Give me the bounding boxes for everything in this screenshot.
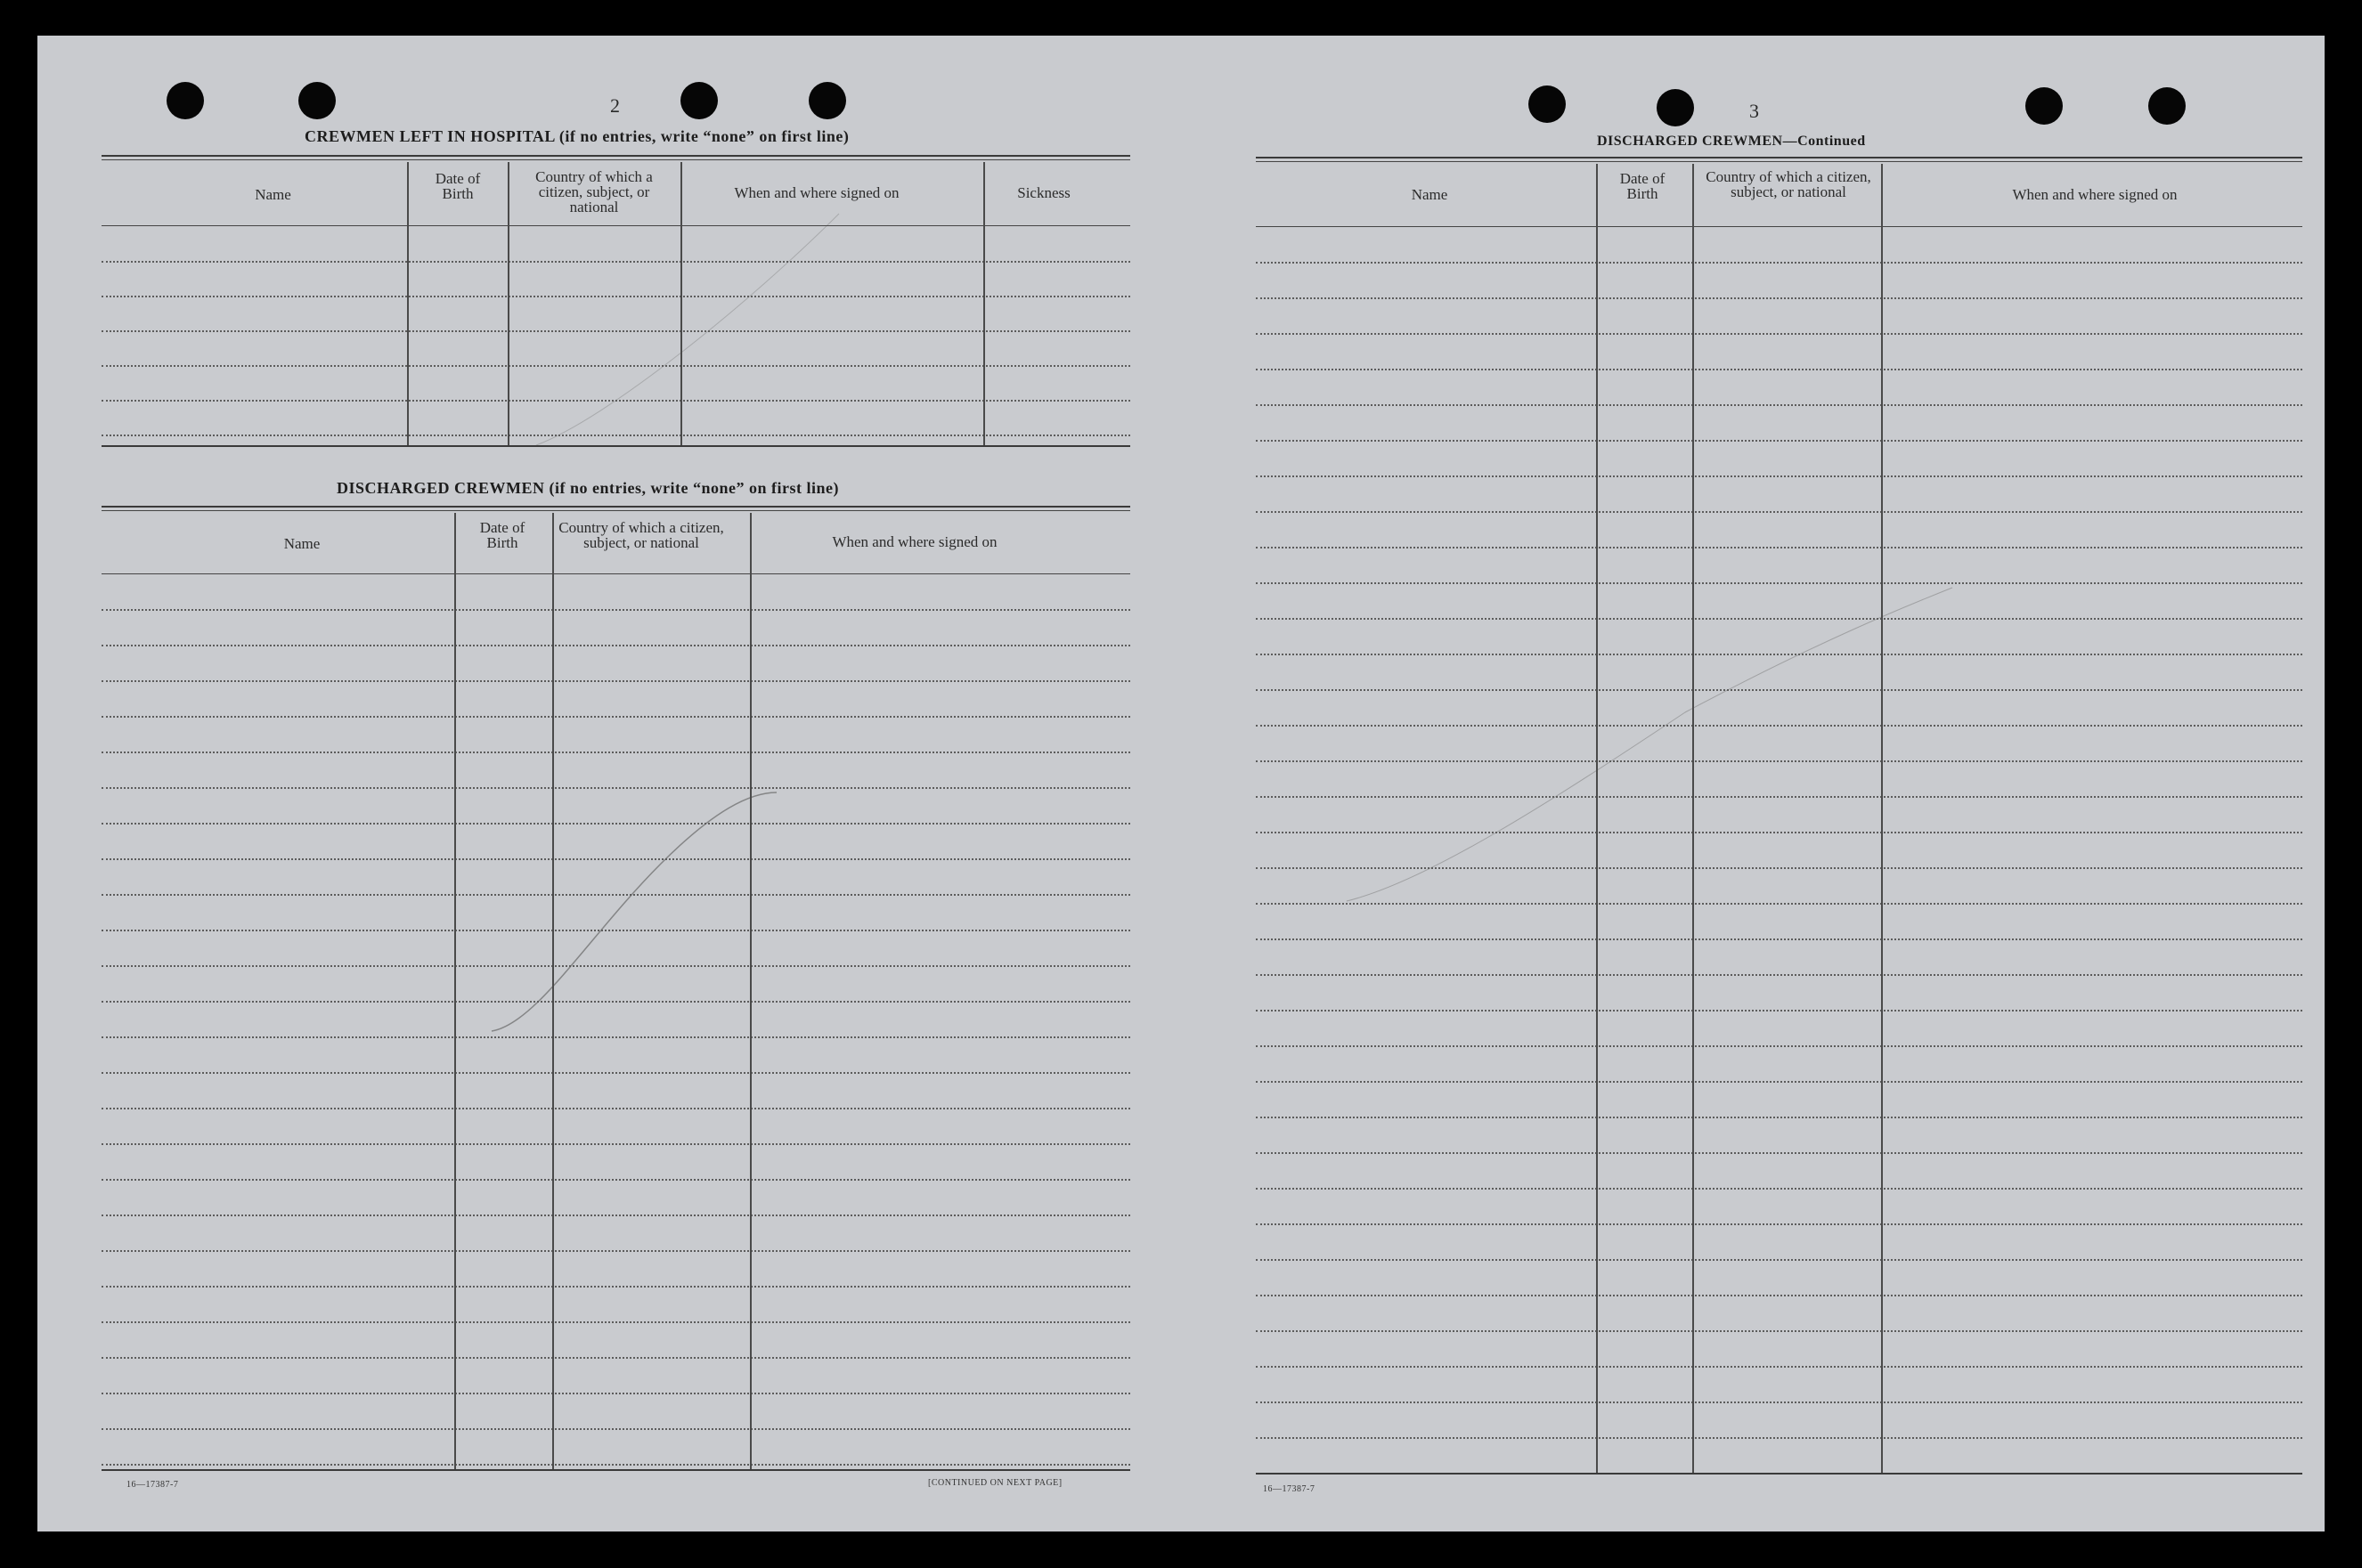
hospital-section-title: CREWMEN LEFT IN HOSPITAL (if no entries, write “none” on first line) <box>305 127 850 145</box>
column-header-name: Name <box>255 186 291 203</box>
ruled-line <box>1256 1010 2302 1011</box>
ruled-line <box>1256 1259 2302 1261</box>
column-header-country: Country of which a citizen, subject, or national <box>535 168 653 215</box>
continued-note: [CONTINUED ON NEXT PAGE] <box>928 1478 1063 1488</box>
column-divider <box>1692 164 1694 1473</box>
column-header-date-of-birth: Date of Birth <box>435 170 481 202</box>
ruled-line <box>1256 618 2302 620</box>
column-header-date-of-birth: Date of Birth <box>1619 170 1666 202</box>
ruled-line <box>1256 903 2302 905</box>
ruled-line <box>1256 1330 2302 1332</box>
form-number: 16—17387-7 <box>126 1480 179 1490</box>
ruled-line <box>1256 1223 2302 1225</box>
column-header-signed-on: When and where signed on <box>832 533 998 550</box>
ruled-line <box>1256 796 2302 798</box>
column-header-signed-on: When and where signed on <box>2012 186 2178 203</box>
ruled-line <box>1256 938 2302 940</box>
column-header-country: Country of which a citizen, subject, or national <box>1706 168 1871 200</box>
column-divider <box>1881 164 1883 1473</box>
table-bottom-rule <box>1256 1473 2302 1475</box>
ruled-line <box>1256 547 2302 548</box>
header-rule <box>1256 226 2302 227</box>
ruled-line <box>1256 867 2302 869</box>
ruled-line <box>1256 1045 2302 1047</box>
column-header-date-of-birth: Date of Birth <box>479 519 525 551</box>
ruled-line <box>1256 1188 2302 1190</box>
ruled-line <box>1256 654 2302 655</box>
ruled-line <box>1256 511 2302 513</box>
ruled-line <box>1256 1366 2302 1368</box>
table-top-rule <box>1256 161 2302 162</box>
ruled-line <box>1256 832 2302 833</box>
column-header-name: Name <box>1411 186 1448 203</box>
ruled-line <box>1256 262 2302 264</box>
ruled-line <box>1256 760 2302 762</box>
ruled-line <box>1256 1152 2302 1154</box>
column-divider <box>1596 164 1598 1473</box>
column-header-country: Country of which a citizen, subject, or national <box>558 519 724 551</box>
ruled-line <box>1256 369 2302 370</box>
discharged-section-title: DISCHARGED CREWMEN (if no entries, write “none” on first line) <box>337 479 839 497</box>
ruled-line <box>1256 689 2302 691</box>
ruled-line <box>1256 440 2302 442</box>
ruled-line <box>1256 1437 2302 1439</box>
ruled-line <box>1256 1295 2302 1296</box>
ruled-line <box>1256 333 2302 335</box>
column-header-signed-on: When and where signed on <box>734 184 900 201</box>
table-top-rule <box>1256 157 2302 158</box>
ruled-line <box>1256 974 2302 976</box>
right-page <box>37 36 2325 1531</box>
document-scan <box>37 36 2325 1531</box>
page-number: 3 <box>1749 100 1759 122</box>
page-number: 2 <box>610 94 620 117</box>
ruled-line <box>1256 1081 2302 1083</box>
ruled-line <box>1256 582 2302 584</box>
ruled-line <box>1256 475 2302 477</box>
column-header-name: Name <box>283 535 321 552</box>
ruled-line <box>1256 1117 2302 1118</box>
ruled-line <box>1256 725 2302 727</box>
ruled-line <box>1256 404 2302 406</box>
form-number: 16—17387-7 <box>1263 1484 1315 1494</box>
ruled-line <box>1256 1401 2302 1403</box>
column-header-sickness: Sickness <box>1017 184 1071 201</box>
section-title: DISCHARGED CREWMEN—Continued <box>1597 134 1866 149</box>
ruled-line <box>1256 297 2302 299</box>
